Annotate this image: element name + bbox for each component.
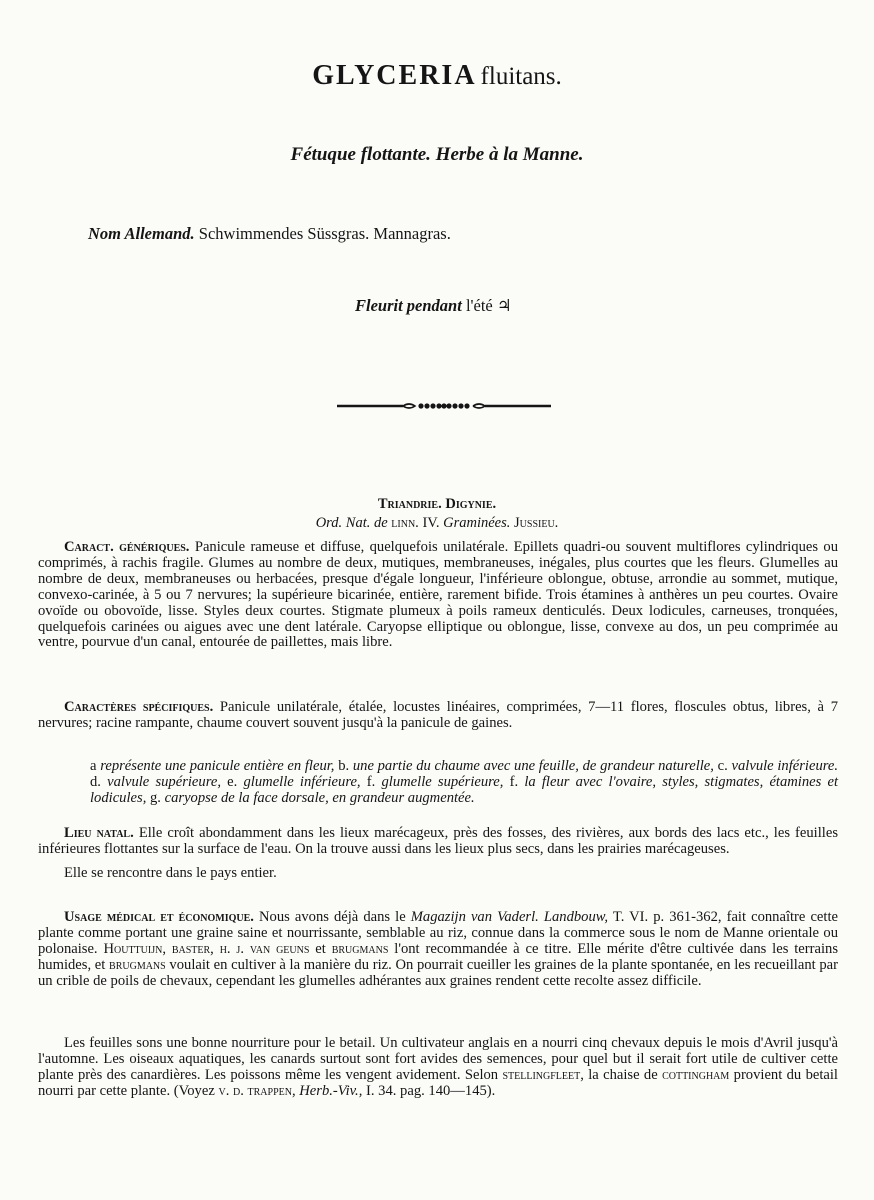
fig-letter-c: c. <box>717 758 728 774</box>
german-label: Nom Allemand. <box>88 224 195 243</box>
fig-text-g: caryopse de la face dorsale, en grandeur augmentée. <box>164 789 475 806</box>
fig-letter-g: g. <box>150 789 161 806</box>
fig-text-d: valvule supérieure, <box>107 773 221 790</box>
ord-nat-label: Ord. Nat. de <box>315 515 388 531</box>
fig-letter-d: d. <box>90 773 101 790</box>
generic-lead: Caract. génériques. <box>64 539 190 555</box>
jussieu-author: Jussieu. <box>514 515 559 531</box>
usage-section <box>38 910 838 990</box>
german-text: Schwimmendes Süssgras. Mannagras. <box>198 224 451 243</box>
ornament-divider-icon <box>337 401 551 411</box>
livestock-name-3: v. d. trappen, <box>218 1082 296 1099</box>
usage-name-3: brugmans <box>109 956 166 973</box>
species-name: fluitans. <box>480 63 562 90</box>
livestock-name-1: stellingfleet, <box>502 1066 584 1083</box>
family-name: Graminées. <box>443 515 511 531</box>
specific-text: Panicule unilatérale, étalée, locustes linéaires, comprimées, 7—11 flores, floscules obtus, libres, à 7 nervures; racine rampante, chaume couvert souvent jusqu'à la panicule de gaines. <box>38 699 838 731</box>
figure-legend <box>90 759 838 807</box>
usage-text-1: Nous avons déjà dans le <box>259 909 406 925</box>
flowering-period <box>355 296 512 316</box>
fig-text-e: glumelle inférieure, <box>243 773 361 790</box>
habitat-section <box>38 826 838 882</box>
german-names <box>88 224 451 244</box>
fig-text-a: représente une panicule entière en fleur, <box>100 758 335 774</box>
livestock-text-4: I. 34. pag. 140—145). <box>366 1082 496 1099</box>
fig-text-b: une partie du chaume avec une feuille, de grandeur naturelle, <box>352 758 714 774</box>
flowering-text: l'été <box>465 296 493 315</box>
fig-letter-f2: f. <box>509 773 519 790</box>
usage-names-1: Houttuijn, baster, h. j. van geuns <box>103 940 310 957</box>
fig-letter-a: a <box>90 758 97 774</box>
livestock-reference: Herb.-Viv., <box>299 1082 363 1099</box>
perennial-symbol: ♃ <box>496 296 512 315</box>
habitat-text-2: Elle se rencontre dans le pays entier. <box>64 864 277 881</box>
livestock-text-2: la chaise de <box>588 1066 658 1083</box>
habitat-text: Elle croît abondamment dans les lieux marécageux, près des fosses, des rivières, aux bords des lacs etc., les feuilles inférieures flottantes sur la surface de l'eau. On la trouve aussi dans les lieux plus secs, dans les prairies marécageuses. <box>38 825 839 857</box>
usage-source: Magazijn van Vaderl. Landbouw, <box>410 909 609 925</box>
fig-letter-e: e. <box>227 773 238 790</box>
livestock-name-2: cottingham <box>662 1066 730 1083</box>
usage-text-3: et <box>315 940 326 957</box>
fig-letter-b: b. <box>338 758 350 774</box>
usage-name-2: brugmans <box>331 940 389 957</box>
specific-lead: Caractères spécifiques. <box>64 699 214 715</box>
livestock-text-3: provient du betail nourri par cette plante. (Voyez <box>38 1066 838 1099</box>
page-title <box>0 60 874 92</box>
fig-text-f2: la fleur avec l'ovaire, styles, stigmates, étamines et lodicules, <box>90 773 839 806</box>
generic-text: Panicule rameuse et diffuse, quelquefois unilatérale. Epillets quadri-ou souvent multiflores cylindriques ou comprimés, à rachis fragile. Glumes au nombre de deux, mutiques, membraneuses, inégales, plus courtes que les fleurs. Glumelles au nombre de deux, membraneuses ou herbacées, presque d'égale longueur, l'inférieure oblongue, obtuse, arrondie au sommet, mutique, convexo-carinée, à 5 ou 7 nervures; la supérieure bicarinée, entière, rarement bifide. Trois étamines à anthères un peu courtes. Ovaire ovoïde ou obovoïde, lisse. Styles deux courtes. Stigmate plumeux à poils rameux denticulés. Deux lodicules, carneuses, tronquées, quelquefois carinées ou aigues avec une dent latérale. Caryopse elliptique ou oblongue, lisse, convexe au dos, un peu comprimée au ventre, pourvue d'un canal, entourée de paillettes, mais libre. <box>38 539 838 651</box>
flowering-label: Fleurit pendant <box>355 296 462 315</box>
classification-line-1: Triandrie. Digynie. <box>377 496 497 512</box>
livestock-section <box>38 1036 838 1100</box>
livestock-text-1: Les feuilles sons une bonne nourriture pour le betail. Un cultivateur anglais en a nourri cinq chevaux depuis le mois d'Avril jusqu'à l'automne. Les oiseaux aquatiques, les canards surtout sont fort avides des semences, pour quel but il serait fort utile de cultiver cette plante près des canardières. Les poissons même les vengent avidement. Selon <box>38 1035 838 1083</box>
linn-author: linn. <box>391 515 419 531</box>
usage-text-5: voulait en cultiver à la manière du riz. On pourrait cueiller les graines de la plante spontanée, en les recueillant par un crible de poils de chevaux, cependant les glumelles adhérantes aux graines rendent cette recolte assez difficile. <box>38 956 839 989</box>
fig-letter-f1: f. <box>366 773 376 790</box>
usage-text-2: T. VI. p. 361-362, fait connaître cette plante comme portant une graine saine et nourrissante, semblable au riz, connue dans la commerce sous le nom de Manne orientale ou polonaise. <box>38 909 838 957</box>
usage-lead: Usage médical et économique. <box>64 909 254 925</box>
fig-text-c: valvule inférieure. <box>731 758 839 774</box>
class-number: IV. <box>422 515 440 531</box>
fig-text-f1: glumelle supérieure, <box>381 773 504 790</box>
common-names: Fétuque flottante. Herbe à la Manne. <box>290 144 584 165</box>
usage-text-4: l'ont recommandée à ce titre. Elle mérite d'être cultivée dans les terrains humides, et <box>38 940 839 973</box>
specific-characters <box>38 700 838 732</box>
genus-name: GLYCERIA <box>312 60 477 91</box>
generic-characters <box>38 540 838 651</box>
habitat-lead: Lieu natal. <box>64 825 134 841</box>
classification-line-2 <box>0 515 874 532</box>
